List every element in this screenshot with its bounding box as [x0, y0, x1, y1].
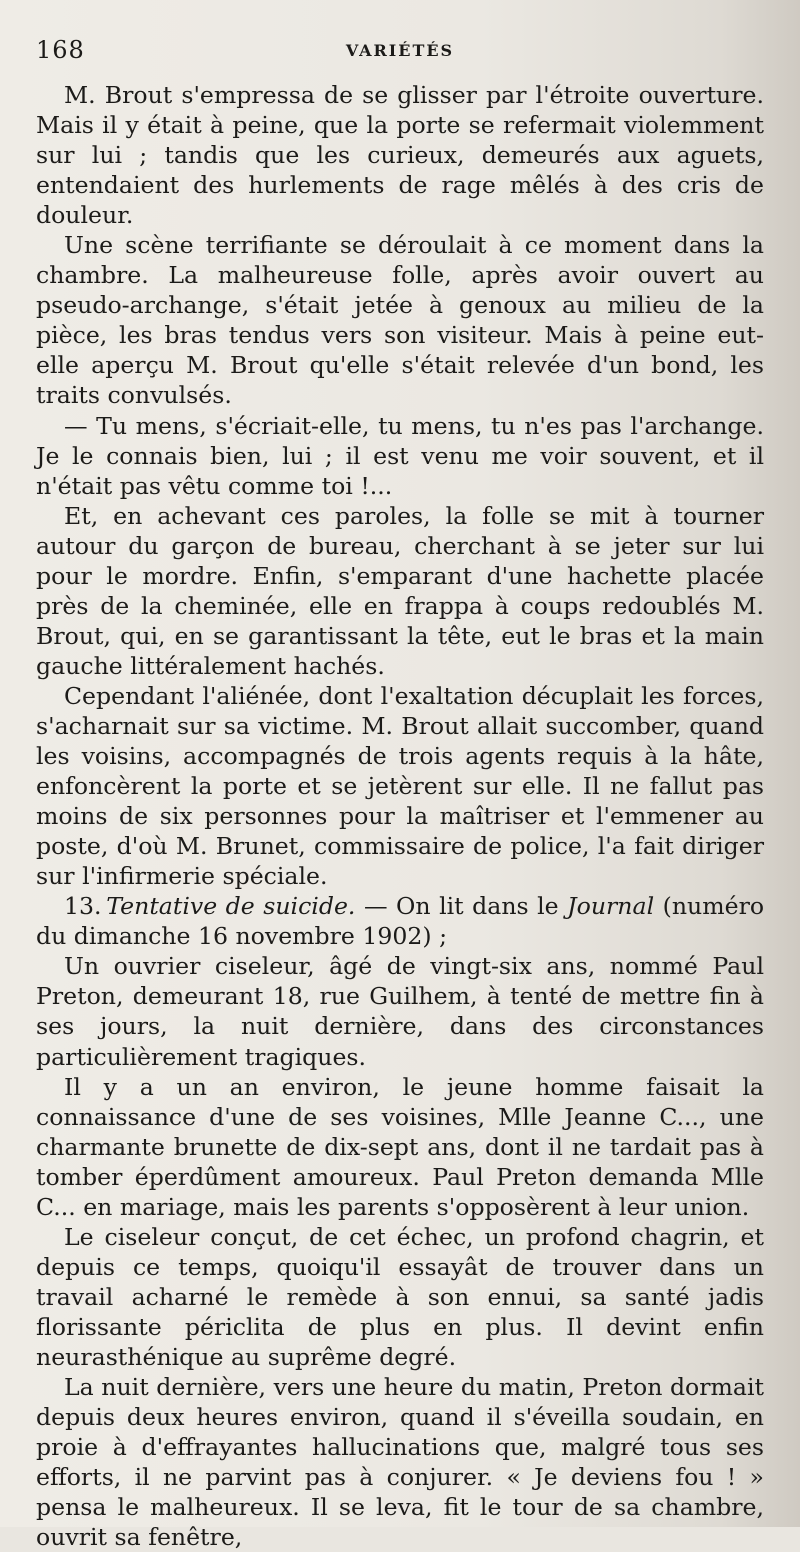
section-intro-date: (numéro du dimanche 16 novembre 1902) ;: [36, 892, 765, 951]
body-text: [36, 80, 764, 1552]
section-number: 13.: [64, 892, 102, 921]
page-header: [36, 36, 764, 68]
paragraph: M. Brout s'empressa de se glisser par l'étroite ouverture. Mais il y était à peine, que la porte se refermait violemment sur lui ; tandis que les curieux, demeurés aux aguets, entendaient des hurlements de rage mêlés à des cris de douleur.: [36, 81, 764, 230]
paragraph: Une scène terrifiante se déroulait à ce moment dans la chambre. La malheureuse folle, après avoir ouvert au pseudo-archange, s'était jetée à genoux au milieu de la pièce, les bras tendus vers son visiteur. Mais à peine eut-elle aperçu M. Brout qu'elle s'était relevée d'un bond, les traits convulsés.: [36, 231, 764, 410]
paragraph: Il y a un an environ, le jeune homme faisait la connaissance d'une de ses voisines, Mlle Jeanne C..., une charmante brunette de dix-sept ans, dont il ne tardait pas à tomber éperdûment amoureux. Paul Preton demanda Mlle C... en mariage, mais les parents s'opposèrent à leur union.: [36, 1072, 764, 1221]
paragraph: Le ciseleur conçut, de cet échec, un profond chagrin, et depuis ce temps, quoiqu'il essayât de trouver dans un travail acharné le remède à son ennui, sa santé jadis florissante périclita de plus en plus. Il devint enfin neurasthénique au suprême degré.: [36, 1222, 764, 1371]
section-intro: — On lit dans le: [363, 892, 559, 921]
paragraph: — Tu mens, s'écriait-elle, tu mens, tu n'es pas l'archange. Je le connais bien, lui ; il est venu me voir souvent, et il n'était pas vêtu comme toi !...: [36, 411, 764, 500]
running-head: VARIÉTÉS: [345, 41, 455, 60]
paragraph: Un ouvrier ciseleur, âgé de vingt-six ans, nommé Paul Preton, demeurant 18, rue Guilhem, à tenté de mettre fin à ses jours, la nuit dernière, dans des circonstances particulièrement tragiques.: [36, 952, 764, 1071]
section-title: Tentative de suicide.: [106, 892, 356, 921]
section-heading-paragraph: [36, 891, 764, 951]
paragraph: Cependant l'aliénée, dont l'exaltation décuplait les forces, s'acharnait sur sa victime. M. Brout allait succomber, quand les voisins, accompagnés de trois agents requis à la hâte, enfoncèrent la porte et se jetèrent sur elle. Il ne fallut pas moins de six personnes pour la maîtriser et l'emmener au poste, d'où M. Brunet, commissaire de police, l'a fait diriger sur l'infirmerie spéciale.: [36, 681, 764, 891]
journal-title: Journal: [567, 892, 655, 921]
paragraph: Et, en achevant ces paroles, la folle se mit à tourner autour du garçon de bureau, cherchant à se jeter sur lui pour le mordre. Enfin, s'emparant d'une hachette placée près de la cheminée, elle en frappa à coups redoublés M. Brout, qui, en se garantissant la tête, eut le bras et la main gauche littéralement hachés.: [36, 501, 764, 680]
page-number: 168: [36, 36, 85, 64]
paragraph: La nuit dernière, vers une heure du matin, Preton dormait depuis deux heures environ, quand il s'éveilla soudain, en proie à d'effrayantes hallucinations que, malgré tous ses efforts, il ne parvint pas à conjurer. « Je deviens fou ! » pensa le malheureux. Il se leva, fit le tour de sa chambre, ouvrit sa fenêtre,: [36, 1373, 764, 1552]
